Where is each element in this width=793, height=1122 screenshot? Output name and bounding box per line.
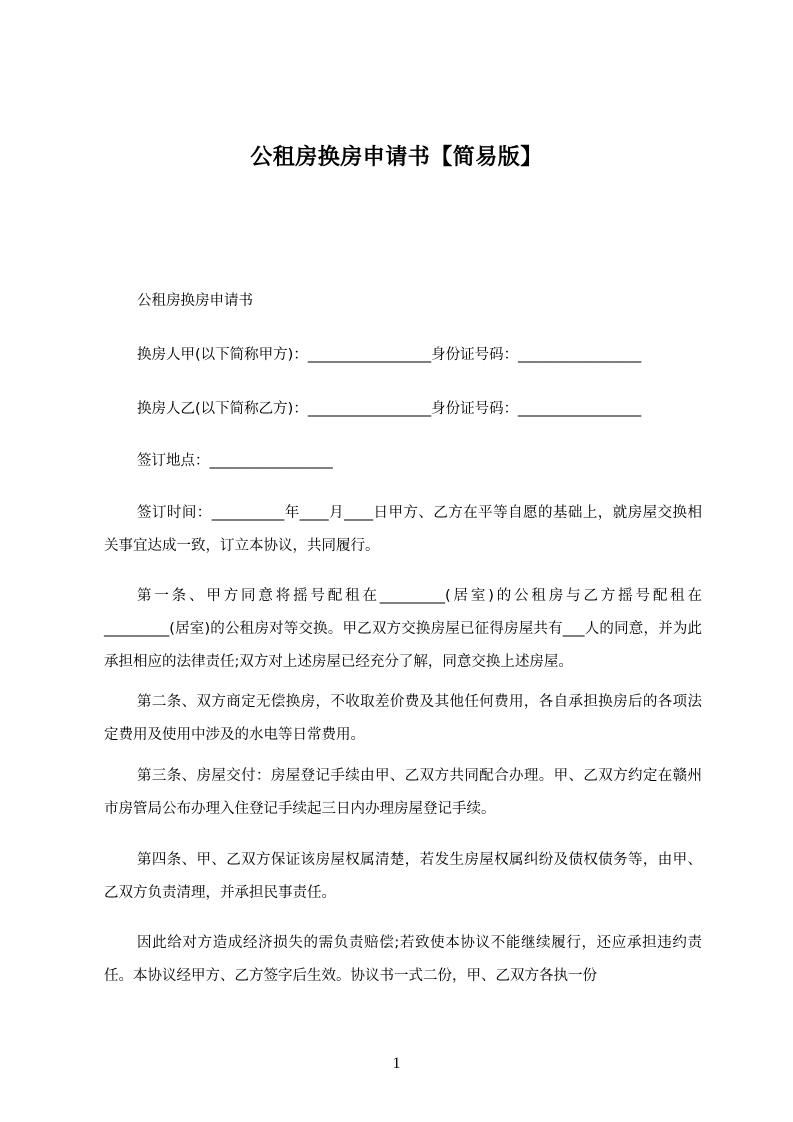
- article-3-paragraph: 第三条、房屋交付：房屋登记手续由甲、乙双方共同配合办理。甲、乙双方约定在赣州市房管局公布办理入住登记手续起三日内办理房屋登记手续。: [104, 768, 702, 817]
- party-a-line: 换房人甲(以下简称甲方)：_________________身份证号码：_________________: [137, 347, 642, 363]
- party-b-line: 换房人乙(以下简称乙方)：_________________身份证号码：_________________: [137, 401, 642, 417]
- closing-paragraph: 因此给对方造成经济损失的需负责赔偿;若致使本协议不能继续履行，还应承担违约责任。本协议经甲方、乙方签字后生效。协议书一式二份，甲、乙双方各执一份: [104, 935, 702, 984]
- sign-place-line: 签订地点：_________________: [137, 453, 333, 469]
- subtitle: 公租房换房申请书: [137, 293, 253, 309]
- page-number: 1: [392, 1055, 401, 1072]
- article-4-paragraph: 第四条、甲、乙双方保证该房屋权属清楚，若发生房屋权属纠纷及债权债务等，由甲、乙双方负责清理，并承担民事责任。: [104, 852, 702, 901]
- article-2-paragraph: 第二条、双方商定无偿换房，不收取差价费及其他任何费用，各自承担换房后的各项法定费用及使用中涉及的水电等日常费用。: [104, 694, 702, 743]
- document-title: 公租房换房申请书【简易版】: [250, 145, 543, 170]
- article-1-paragraph: 第一条、甲方同意将摇号配租在_________(居室)的公租房与乙方摇号配租在_________(居室)的公租房对等交换。甲乙双方交换房屋已征得房屋共有___人的同意，并为此承担相应的法律责任;双方对上述房屋已经充分了解，同意交换上述房屋。: [104, 588, 702, 670]
- sign-time-paragraph: 签订时间：__________年____月____日甲方、乙方在平等自愿的基础上，就房屋交换相关事宜达成一致，订立本协议，共同履行。: [104, 505, 702, 554]
